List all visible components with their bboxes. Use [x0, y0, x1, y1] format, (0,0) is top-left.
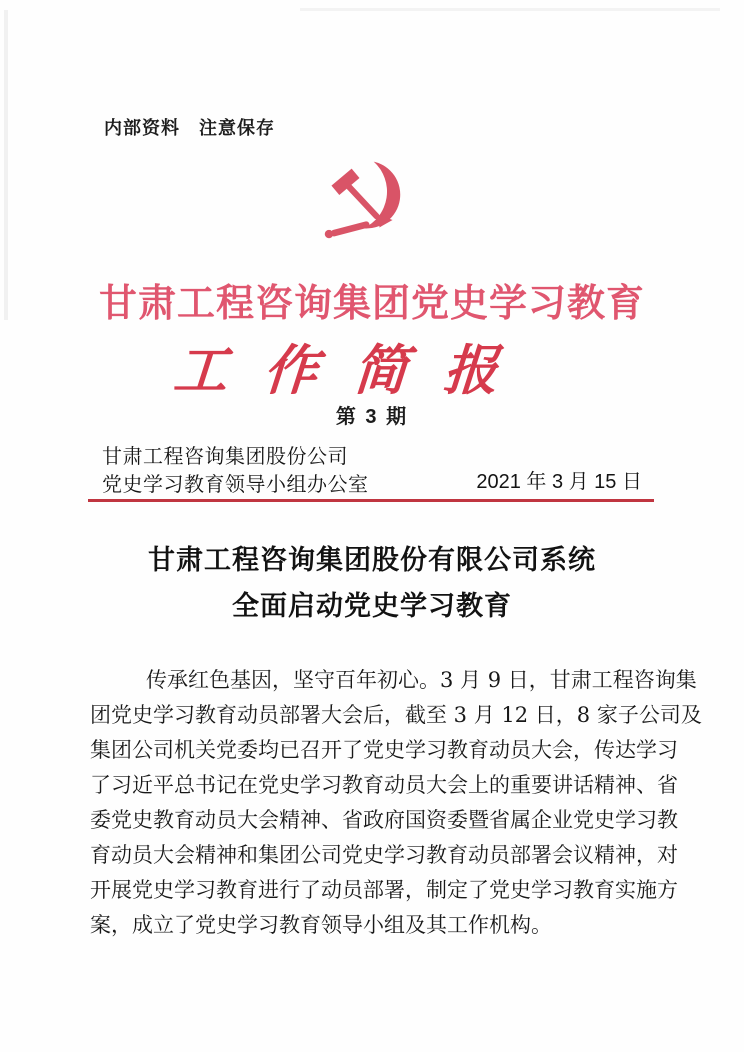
body-line: 开展党史学习教育进行了动员部署，制定了党史学习教育实施方	[90, 878, 678, 902]
publisher-date-row	[90, 442, 656, 496]
classification-notice: 内部资料 注意保存	[104, 118, 275, 138]
sickle-handle-ball-shape	[325, 230, 333, 238]
body-line: 集团公司机关党委均已召开了党史学习教育动员大会，传达学习	[90, 738, 678, 762]
body-line: 案，成立了党史学习教育领导小组及其工作机构。	[90, 913, 552, 937]
party-emblem-icon	[321, 157, 401, 241]
sickle-handle-shape	[334, 225, 366, 233]
publisher-line-1: 甘肃工程咨询集团股份公司	[102, 444, 348, 468]
scan-artifact-top	[300, 8, 720, 11]
red-divider-line	[88, 499, 654, 502]
body-line: 传承红色基因，坚守百年初心。3 月 9 日，甘肃工程咨询集	[146, 668, 697, 692]
body-line: 委党史教育动员大会精神、省政府国资委暨省属企业党史学习教	[90, 808, 678, 832]
publisher-block	[102, 442, 369, 498]
body-line: 育动员大会精神和集团公司党史学习教育动员部署会议精神，对	[90, 843, 678, 867]
publication-date: 2021 年 3 月 15 日	[476, 471, 642, 493]
hammer-handle-shape	[349, 187, 376, 216]
masthead-org-title: 甘肃工程咨询集团党史学习教育	[98, 283, 645, 325]
article-title-line-1: 甘肃工程咨询集团股份有限公司系统	[148, 545, 596, 575]
article-title-line-2: 全面启动党史学习教育	[232, 591, 512, 621]
article-title	[0, 537, 744, 629]
body-line: 了习近平总书记在党史学习教育动员大会上的重要讲话精神、省	[90, 773, 678, 797]
body-line: 团党史学习教育动员部署大会后，截至 3 月 12 日，8 家子公司及	[90, 703, 702, 727]
masthead-bulletin-title: 工作简报	[171, 338, 536, 402]
issue-number: 第 3 期	[335, 406, 409, 428]
publisher-line-2: 党史学习教育领导小组办公室	[102, 472, 369, 496]
article-body	[90, 663, 702, 943]
